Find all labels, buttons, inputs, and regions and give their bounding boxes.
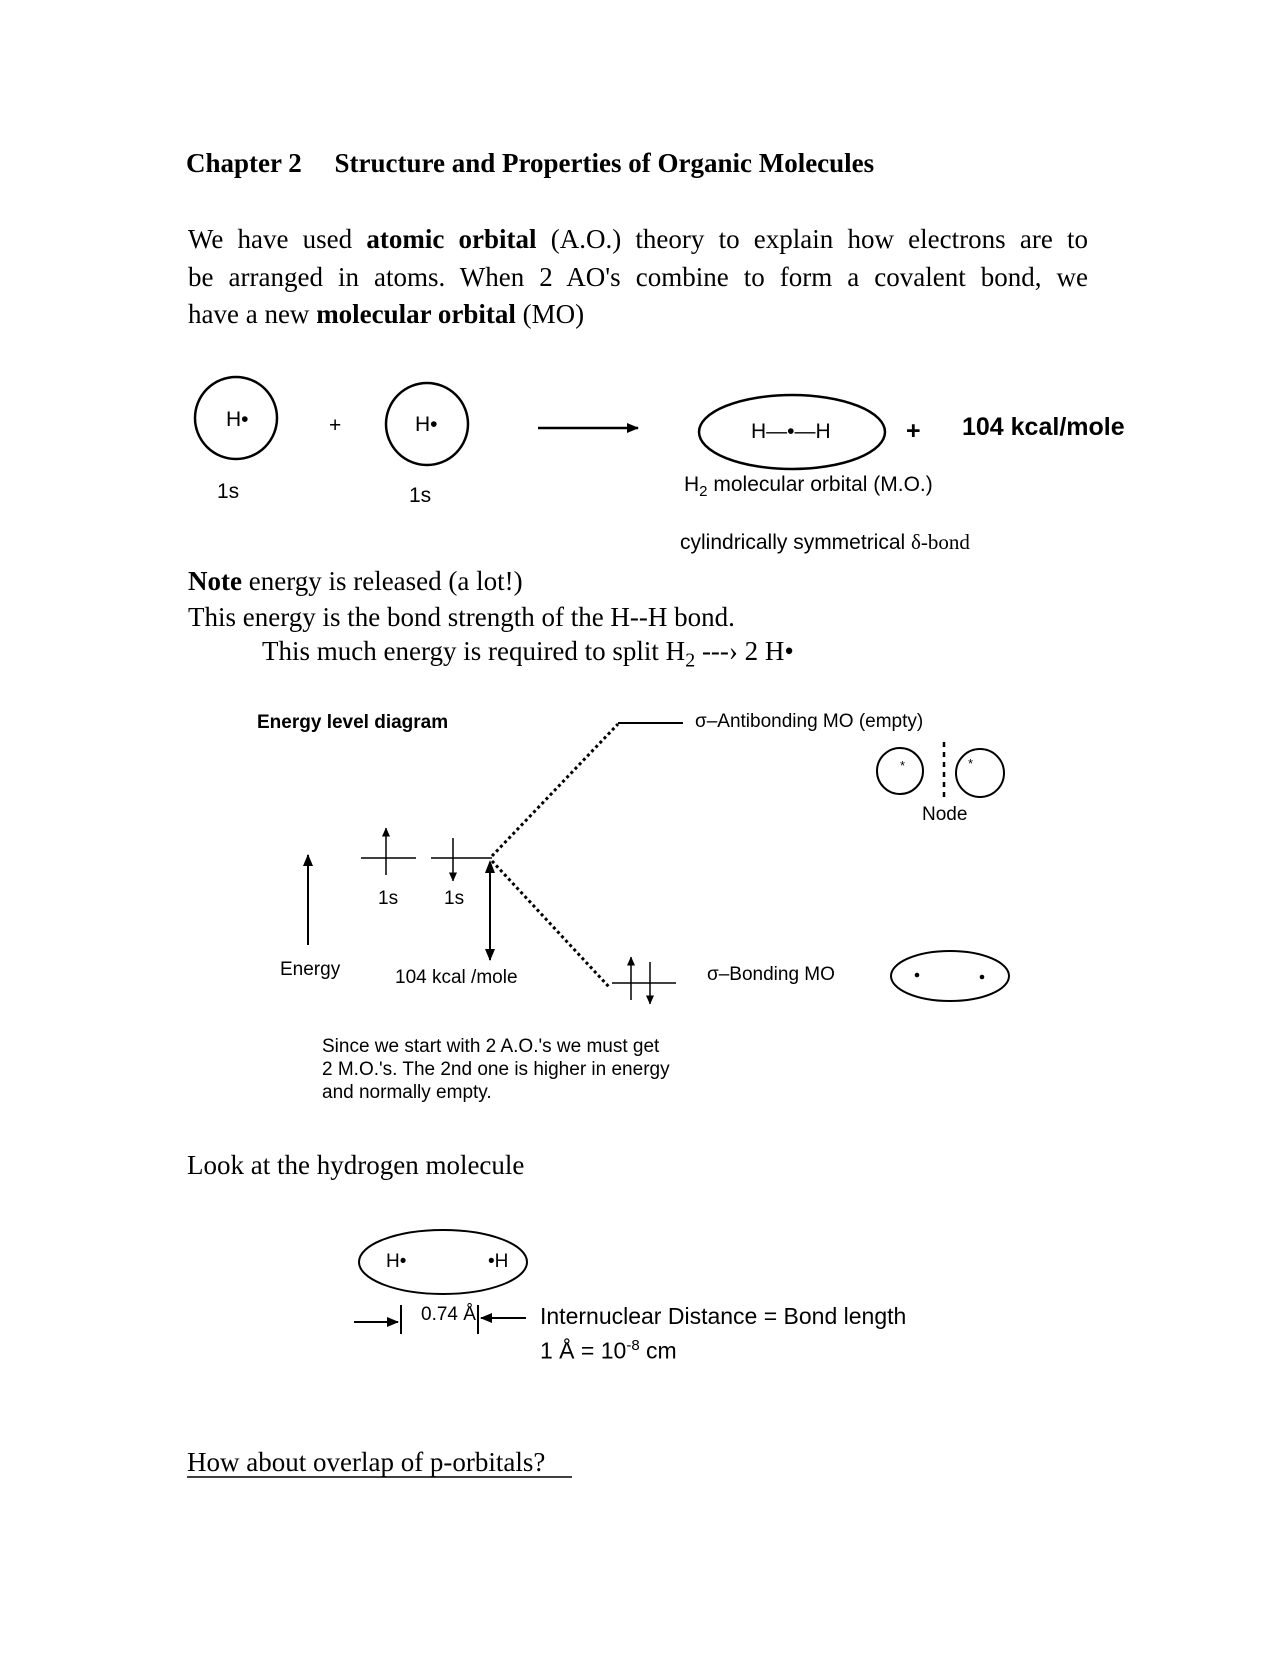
bonding-mo-orbital — [891, 951, 1009, 1001]
hydrogen-heading: Look at the hydrogen molecule — [187, 1150, 525, 1180]
bonding-nucleus-right — [980, 975, 985, 980]
h-atom-label-left: H• — [226, 408, 249, 431]
antibonding-lobe-right — [956, 749, 1004, 797]
conversion-exponent: -8 — [626, 1337, 640, 1354]
h2-product-label: H—•—H — [751, 420, 831, 443]
chapter-title: Structure and Properties of Organic Molecules — [334, 148, 875, 178]
delta-bond: δ-bond — [911, 530, 970, 554]
chapter-number: Chapter 2 — [186, 148, 302, 178]
note-text: energy is released (a lot!) — [241, 566, 523, 596]
explanation-line-1: Since we start with 2 A.O.'s we must get — [322, 1036, 660, 1057]
antibonding-star-left: * — [900, 758, 906, 773]
term-atomic-orbital: atomic orbital — [366, 224, 537, 254]
intro-text: (A.O.) theory to explain how electrons are to — [536, 224, 1089, 254]
orbital-1s-right: 1s — [409, 484, 432, 507]
explanation-line-2: 2 M.O.'s. The 2nd one is higher in energy — [322, 1059, 670, 1080]
intro-text: We have used — [188, 224, 367, 254]
mo-caption — [684, 473, 933, 500]
explanation-line-3: and normally empty. — [322, 1082, 492, 1103]
note-subscript: 2 — [685, 649, 696, 672]
hydrogen-left-atom: H• — [386, 1251, 407, 1272]
note-line-1 — [188, 566, 523, 597]
node-label: Node — [922, 804, 968, 825]
energy-axis-label: Energy — [280, 959, 341, 980]
note-text: ---› 2 H• — [695, 636, 794, 666]
antibonding-label: σ–Antibonding MO (empty) — [695, 711, 924, 732]
note-line-3 — [262, 636, 794, 672]
note-word: Note — [188, 566, 242, 596]
bond-distance: 0.74 Å — [421, 1304, 476, 1325]
symmetry-text: cylindrically symmetrical — [680, 531, 912, 554]
internuclear-label: Internuclear Distance = Bond length — [540, 1303, 907, 1329]
energy-diagram-title: Energy level diagram — [257, 712, 449, 733]
level-1s-left-label: 1s — [378, 888, 399, 909]
correlation-line-up — [492, 724, 618, 856]
angstrom-conversion — [540, 1337, 677, 1365]
plus-sign-bold: + — [906, 417, 921, 445]
level-1s-right-label: 1s — [444, 888, 465, 909]
mo-caption-text: molecular orbital (M.O.) — [707, 473, 933, 496]
hydrogen-right-atom: •H — [488, 1251, 509, 1272]
released-energy: 104 kcal/mole — [962, 413, 1125, 441]
note-text: This much energy is required to split H — [262, 636, 686, 666]
note-line-2: This energy is the bond strength of the H--H bond. — [188, 602, 735, 632]
intro-line-2: be arranged in atoms. When 2 AO's combine to form a covalent bond, we — [188, 261, 1088, 292]
intro-text: have a new — [188, 299, 317, 329]
p-orbitals-heading: How about overlap of p-orbitals? — [187, 1447, 546, 1477]
symmetry-caption — [680, 530, 970, 555]
conversion-text: 1 Å = 10 — [540, 1337, 627, 1364]
mo-caption-h: H — [684, 473, 700, 496]
orbital-1s-left: 1s — [217, 480, 240, 503]
plus-sign: + — [329, 414, 342, 437]
energy-gap-label: 104 kcal /mole — [395, 967, 518, 988]
intro-text: (MO) — [515, 299, 585, 329]
antibonding-star-right: * — [968, 756, 974, 771]
bonding-nucleus-left — [915, 973, 920, 978]
h-atom-label-right: H• — [415, 413, 438, 436]
mo-caption-subscript: 2 — [699, 483, 708, 501]
term-molecular-orbital: molecular orbital — [316, 299, 516, 329]
conversion-unit: cm — [639, 1337, 677, 1364]
bonding-label: σ–Bonding MO — [707, 964, 835, 985]
